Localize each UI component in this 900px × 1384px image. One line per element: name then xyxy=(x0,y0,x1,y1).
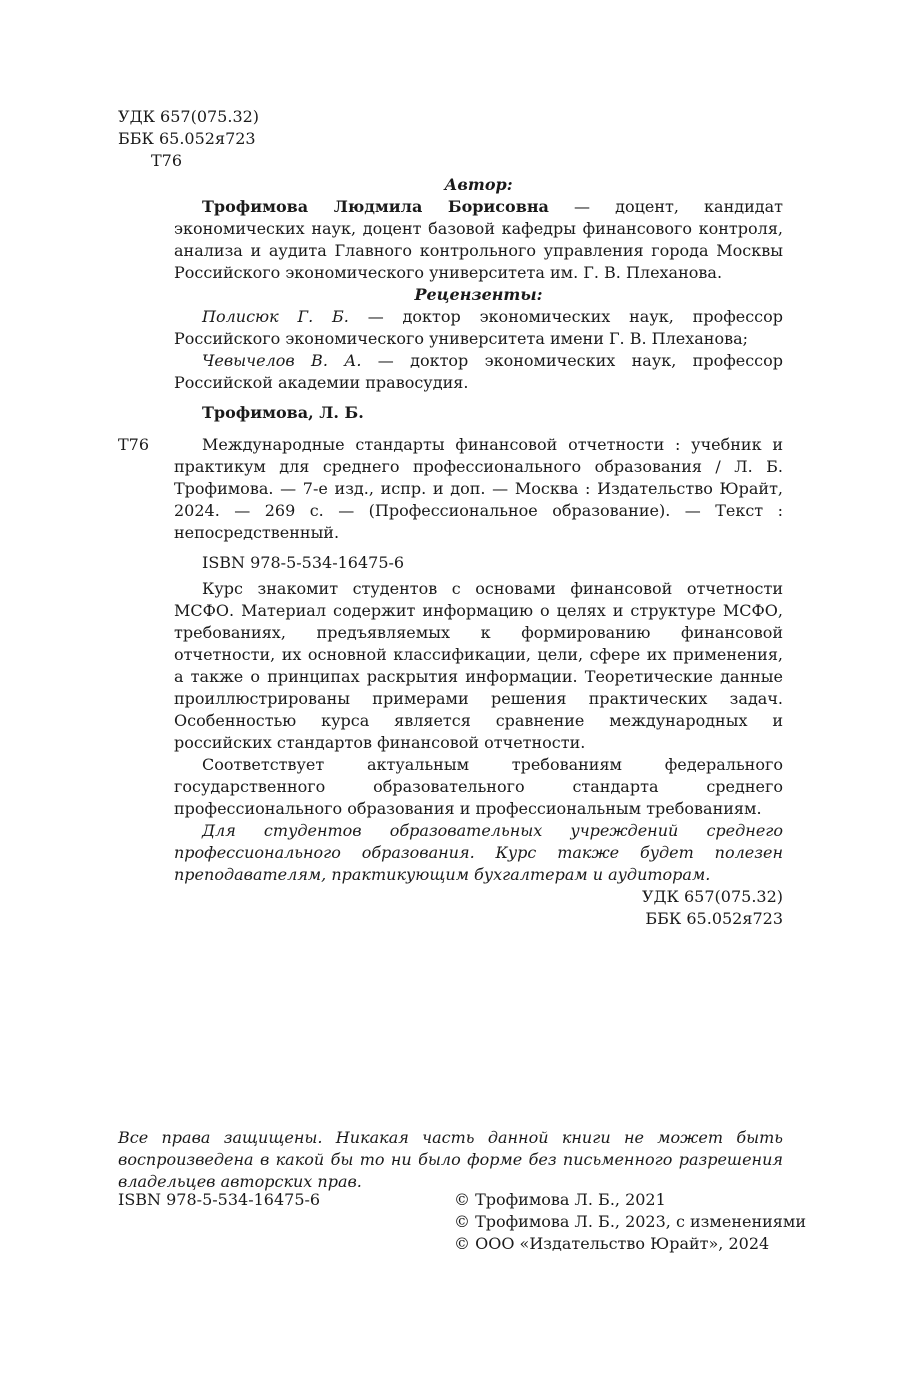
bibliographic-description: Международные стандарты финансовой отчетности : учебник и практикум для среднего профессионального образования / Л. Б. Трофимова. — 7-е изд., испр. и доп. — Москва : Издательство Юрайт, 2024. — 269 с. — (Профессиональное образование). — Текст : непосредственный. xyxy=(174,435,783,542)
copyright-line: © Трофимова Л. Б., 2021 xyxy=(454,1190,666,1209)
author-name: Трофимова Людмила Борисовна xyxy=(202,197,549,216)
reviewer-paragraph xyxy=(174,306,783,350)
copyright-line: © ООО «Издательство Юрайт», 2024 xyxy=(454,1234,770,1253)
author-description: — доцент, кандидат экономических наук, доцент базовой кафедры финансового контроля, анализа и аудита Главного контрольного управления города Москвы Российского экономического университета им. Г. В. Плеханова. xyxy=(174,197,784,282)
classification-codes xyxy=(118,106,259,172)
credits-block xyxy=(174,174,783,424)
reviewers-heading: Рецензенты: xyxy=(414,285,543,304)
annotation-paragraph: Соответствует актуальным требованиям федерального государственного образовательного стандарта среднего профессионального образования и профессиональным требованиям. xyxy=(174,755,783,818)
reviewer-paragraph xyxy=(174,350,783,394)
footer-isbn: ISBN 978-5-534-16475-6 xyxy=(118,1190,321,1209)
reviewer-description: — доктор экономических наук, профессор Российского экономического университета имени Г. В. Плеханова; xyxy=(174,307,783,348)
reviewer-name: Чевычелов В. А. xyxy=(202,351,362,370)
bibliographic-mark: Т76 xyxy=(118,435,150,454)
bibliographic-isbn: ISBN 978-5-534-16475-6 xyxy=(202,553,405,572)
annotation-paragraph: Курс знакомит студентов с основами финансовой отчетности МСФО. Материал содержит информацию о целях и структуре МСФО, требованиях, предъявляемых к формированию финансовой отчетности, их основной классификации, цели, сфере их применения, а также о принципах раскрытия информации. Теоретические данные проиллюстрированы примерами решения практических задач. Особенностью курса является сравнение международных и российских стандартов финансовой отчетности. xyxy=(174,579,783,752)
annotation-audience: Для студентов образовательных учреждений среднего профессионального образования. Курс также будет полезен преподавателям, практикующим бухгалтерам и аудиторам. xyxy=(174,821,783,884)
author-heading: Автор: xyxy=(444,175,513,194)
copyright-line: © Трофимова Л. Б., 2023, с изменениями xyxy=(454,1212,806,1231)
rights-notice: Все права защищены. Никакая часть данной книги не может быть воспроизведена в какой бы то ни было форме без письменного разрешения владельцев авторских прав. xyxy=(118,1128,783,1191)
udk-code: УДК 657(075.32) xyxy=(118,107,260,126)
bbk-code: ББК 65.052я723 xyxy=(118,129,256,148)
reviewer-description: — доктор экономических наук, профессор Российской академии правосудия. xyxy=(174,351,783,392)
author-paragraph xyxy=(174,196,783,284)
reviewer-name: Полисюк Г. Б. xyxy=(202,307,349,326)
bibliographic-author: Трофимова, Л. Б. xyxy=(202,403,364,422)
annotation xyxy=(174,578,783,930)
annotation-udk: УДК 657(075.32) xyxy=(641,887,783,906)
bibliographic-record xyxy=(174,434,783,574)
annotation-bbk: ББК 65.052я723 xyxy=(645,909,783,928)
author-mark: Т76 xyxy=(151,151,183,170)
copyright-list xyxy=(454,1189,806,1255)
